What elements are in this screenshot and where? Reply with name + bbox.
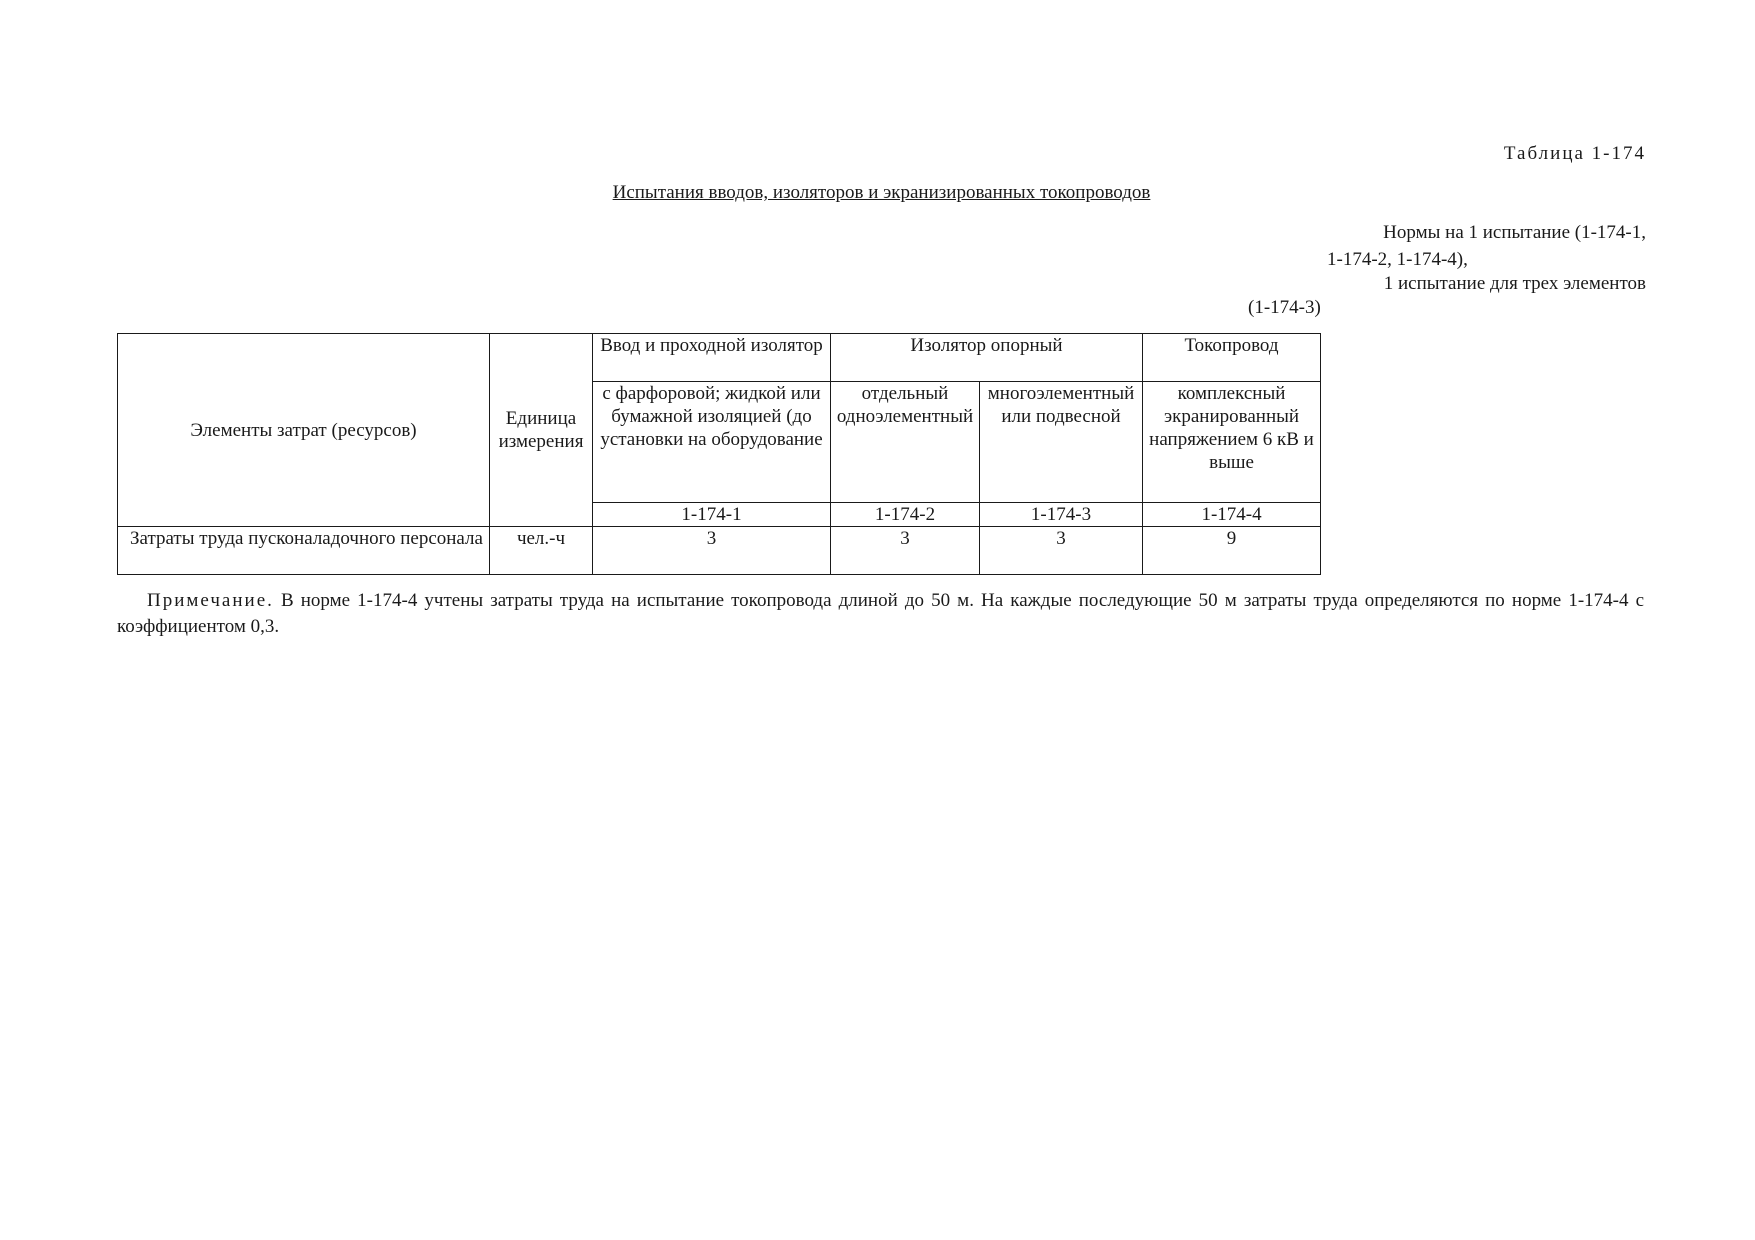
code-cell: 1-174-1 bbox=[593, 503, 831, 527]
cost-table bbox=[117, 333, 1321, 575]
header-sub-input: с фарфоровой; жидкой или бумажной изоляцией (до установки на оборудование bbox=[593, 382, 831, 503]
row-value: 3 bbox=[980, 527, 1143, 575]
code-cell: 1-174-4 bbox=[1143, 503, 1321, 527]
row-unit: чел.-ч bbox=[490, 527, 593, 575]
table-number: Таблица 1-174 bbox=[1503, 143, 1646, 164]
document-title-text: Испытания вводов, изоляторов и экранизированных токопроводов bbox=[612, 182, 1151, 203]
table-row bbox=[118, 527, 1321, 575]
row-value: 3 bbox=[831, 527, 980, 575]
table-note bbox=[117, 588, 1644, 640]
header-group-input: Ввод и проходной изолятор bbox=[593, 334, 831, 382]
row-value: 9 bbox=[1143, 527, 1321, 575]
document-title bbox=[0, 182, 1755, 204]
norms-line-1: Нормы на 1 испытание (1-174-1, bbox=[1383, 222, 1646, 243]
code-cell: 1-174-2 bbox=[831, 503, 980, 527]
norms-line-3: 1 испытание для трех элементов bbox=[1383, 273, 1646, 294]
header-elements: Элементы затрат (ресурсов) bbox=[118, 334, 490, 527]
header-sub-conductor: комплексный экранированный напряжением 6 кВ и выше bbox=[1143, 382, 1321, 503]
note-label: Примечание. bbox=[147, 590, 274, 611]
header-group-insulator: Изолятор опорный bbox=[831, 334, 1143, 382]
norms-line-2: 1-174-2, 1-174-4), bbox=[1327, 249, 1468, 270]
code-cell: 1-174-3 bbox=[980, 503, 1143, 527]
header-group-conductor: Токопровод bbox=[1143, 334, 1321, 382]
header-sub-multi: многоэлементный или подвесной bbox=[980, 382, 1143, 503]
norms-line-4: (1-174-3) bbox=[1248, 297, 1321, 318]
row-label: Затраты труда пусконаладочного персонала bbox=[118, 527, 490, 575]
row-value: 3 bbox=[593, 527, 831, 575]
header-sub-single: отдельный одноэлементный bbox=[831, 382, 980, 503]
note-text: В норме 1-174-4 учтены затраты труда на испытание токопровода длиной до 50 м. На каждые последующие 50 м затраты труда определяются по норме 1-174-4 с коэффициентом 0,3. bbox=[117, 590, 1644, 637]
header-unit: Единица измерения bbox=[490, 334, 593, 527]
